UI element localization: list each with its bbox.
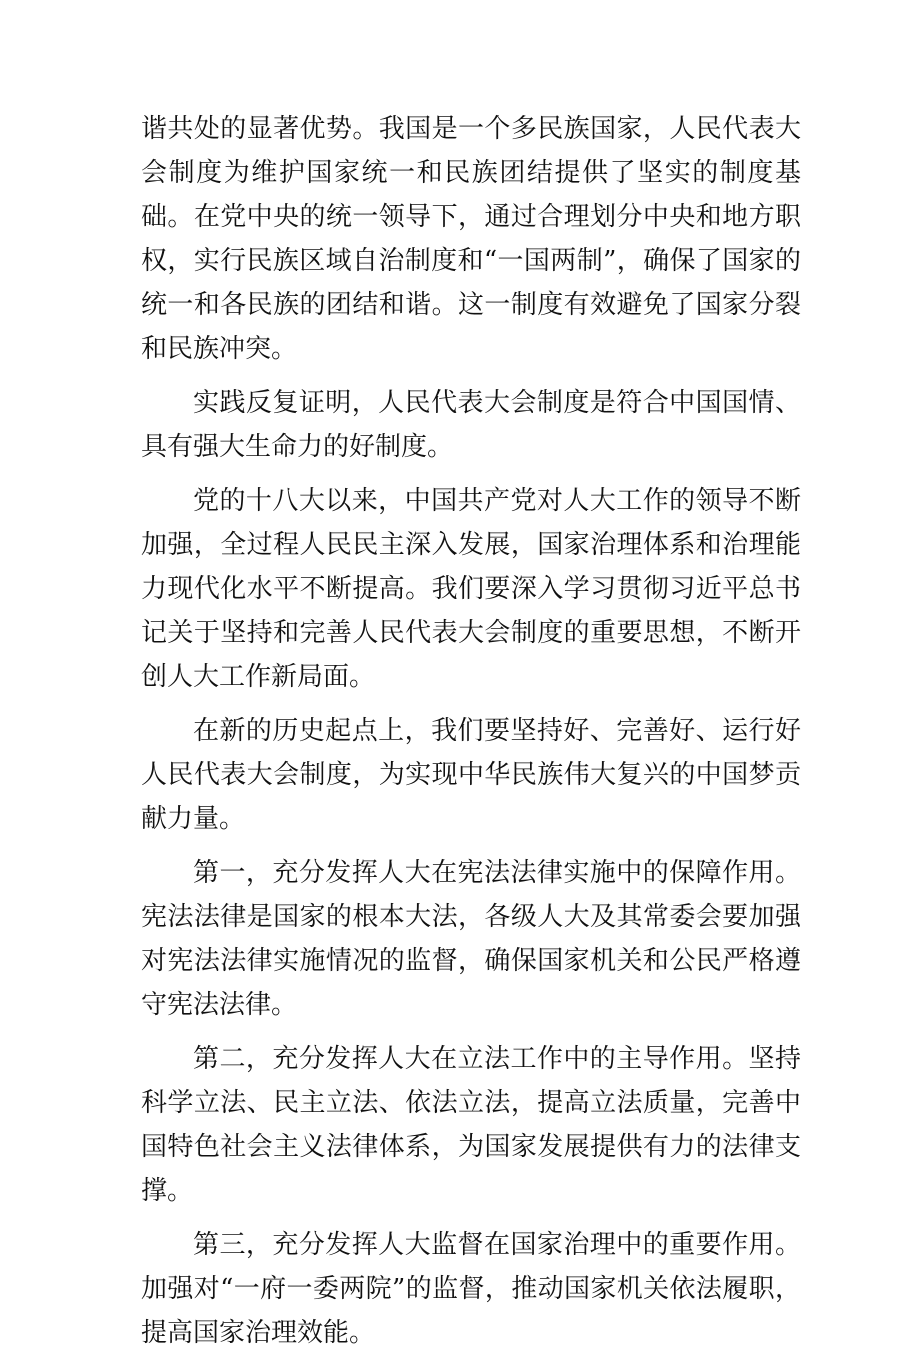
document-body [141, 107, 801, 1365]
paragraph: 第二，充分发挥人大在立法工作中的主导作用。坚持科学立法、民主立法、依法立法，提高立法质量，完善中国特色社会主义法律体系，为国家发展提供有力的法律支撑。 [141, 1044, 801, 1206]
paragraph: 第三，充分发挥人大监督在国家治理中的重要作用。加强对“一府一委两院”的监督，推动国家机关依法履职，提高国家治理效能。 [141, 1230, 801, 1348]
paragraph: 党的十八大以来，中国共产党对人大工作的领导不断加强，全过程人民民主深入发展，国家治理体系和治理能力现代化水平不断提高。我们要深入学习贯彻习近平总书记关于坚持和完善人民代表大会制度的重要思想，不断开创人大工作新局面。 [141, 486, 801, 692]
paragraph: 实践反复证明，人民代表大会制度是符合中国国情、具有强大生命力的好制度。 [141, 388, 801, 462]
paragraph-continuation: 谐共处的显著优势。我国是一个多民族国家，人民代表大会制度为维护国家统一和民族团结提供了坚实的制度基础。在党中央的统一领导下，通过合理划分中央和地方职权，实行民族区域自治制度和“一国两制”，确保了国家的统一和各民族的团结和谐。这一制度有效避免了国家分裂和民族冲突。 [141, 114, 801, 364]
paragraph: 第一，充分发挥人大在宪法法律实施中的保障作用。宪法法律是国家的根本大法，各级人大及其常委会要加强对宪法法律实施情况的监督，确保国家机关和公民严格遵守宪法法律。 [141, 858, 801, 1020]
paragraph: 在新的历史起点上，我们要坚持好、完善好、运行好人民代表大会制度，为实现中华民族伟大复兴的中国梦贡献力量。 [141, 716, 801, 834]
